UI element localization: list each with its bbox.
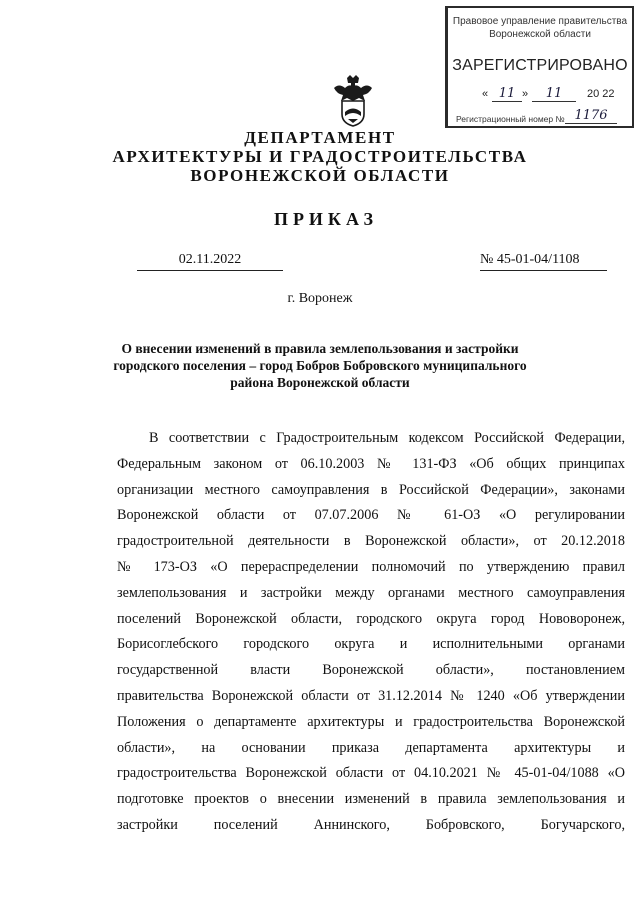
stamp-registered-label: ЗАРЕГИСТРИРОВАНО — [452, 57, 628, 74]
stamp-date: « 11 » 11 20 22 — [482, 86, 615, 101]
stamp-org-line: Воронежской области — [489, 29, 591, 40]
body-line: Федеральным законом от 06.10.2003 № 131-ФЗ «Об общих принципах — [117, 455, 625, 472]
subject-line: О внесении изменений в правила землепользования и застройки — [121, 341, 519, 356]
document-type: ПРИКАЗ — [273, 209, 379, 229]
stamp-org-line: Правовое управление правительства — [452, 16, 628, 27]
body-line: государственной власти Воронежской области», постановлением — [117, 662, 625, 679]
body-line: застройки поселений Аннинского, Бобровского, Богучарского, — [117, 816, 625, 833]
stamp-date-month: 11 — [532, 86, 576, 102]
body-line: организации местного самоуправления в Российской Федерации», законами — [117, 481, 625, 498]
registration-stamp — [445, 6, 634, 128]
coat-of-arms-icon — [330, 74, 376, 128]
body-line: области», на основании приказа департамента архитектуры и — [117, 739, 625, 756]
stamp-date-year: 20 22 — [587, 88, 615, 100]
stamp-reg-number-label: Регистрационный номер № — [456, 114, 565, 124]
number-underline — [480, 270, 607, 271]
department-name — [0, 128, 640, 185]
body-line: № 173-ОЗ «О перераспределении полномочий по утверждению правил — [117, 558, 625, 575]
document-date: 02.11.2022 — [178, 252, 242, 267]
body-line: градостроительной деятельности в Воронежской области», от 20.12.2018 — [117, 533, 625, 550]
stamp-date-day: 11 — [492, 86, 522, 102]
body-line: Борисоглебского городского округа и исполнительными органами — [117, 636, 625, 653]
body-line: землепользования и застройки между органами местного самоуправления — [117, 584, 625, 601]
body-line: подготовке проектов о внесении изменений в правила землепользования и — [117, 791, 625, 808]
date-underline — [137, 270, 283, 271]
subject-line: района Воронежской области — [230, 375, 410, 390]
document-number: № 45-01-04/1108 — [480, 252, 580, 267]
subject-line: городского поселения – город Бобров Бобровского муниципального — [113, 358, 527, 373]
body-line: В соответствии с Градостроительным кодексом Российской Федерации, — [149, 430, 625, 446]
body-line: Воронежской области от 07.07.2006 № 61-ОЗ «О регулировании — [117, 507, 625, 524]
stamp-organization — [448, 15, 632, 41]
stamp-reg-number: 1176 — [565, 108, 617, 124]
department-line: ВОРОНЕЖСКОЙ ОБЛАСТИ — [190, 166, 450, 185]
document-city: г. Воронеж — [287, 291, 353, 306]
department-line: АРХИТЕКТУРЫ И ГРАДОСТРОИТЕЛЬСТВА — [112, 147, 528, 166]
document-body — [117, 426, 625, 839]
stamp-reg-number-row — [456, 108, 608, 124]
body-line: Положения о департаменте архитектуры и градостроительства Воронежской — [117, 713, 625, 730]
document-subject — [100, 340, 540, 391]
body-line: правительства Воронежской области от 31.12.2014 № 1240 «Об утверждении — [117, 687, 625, 704]
department-line: ДЕПАРТАМЕНТ — [244, 128, 396, 147]
body-line: поселений Воронежской области, городского округа город Нововоронеж, — [117, 610, 625, 627]
body-line: градостроительства Воронежской области от 04.10.2021 № 45-01-04/1088 «О — [117, 765, 625, 782]
